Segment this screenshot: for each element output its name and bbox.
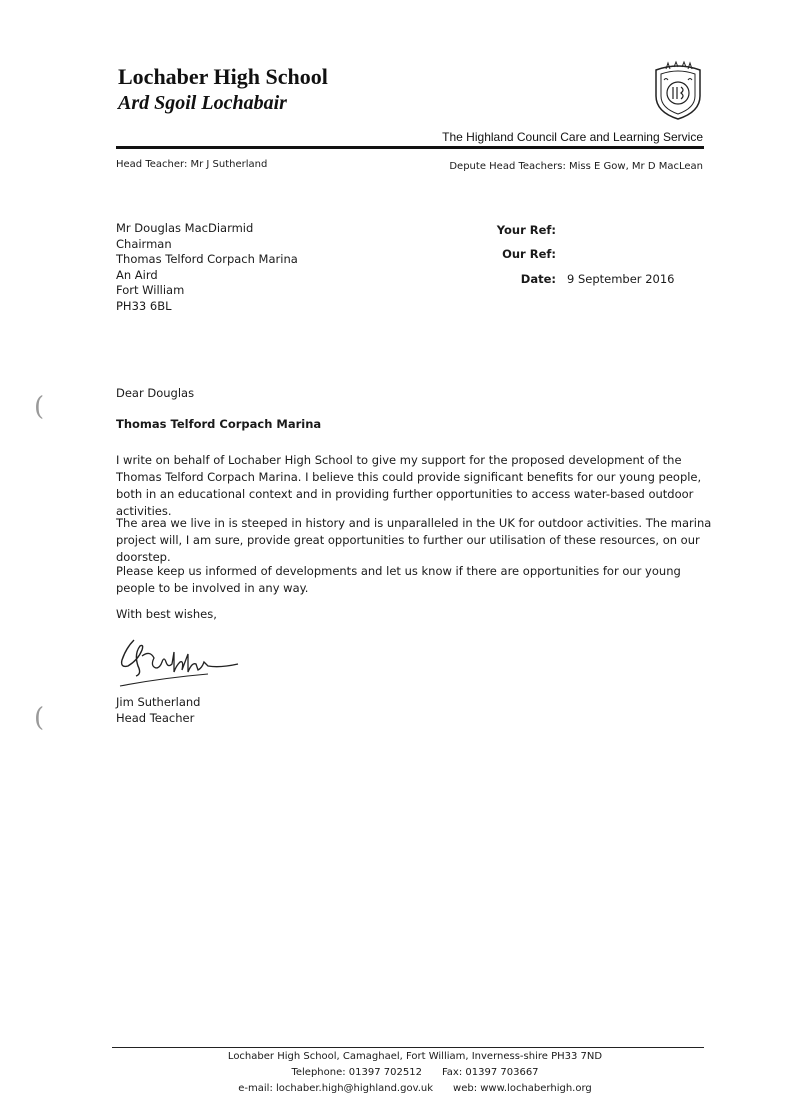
body-paragraph: Please keep us informed of developments and let us know if there are opportunities for our young people to be involved in any way. xyxy=(116,564,681,595)
letterhead-rule xyxy=(116,146,704,149)
address-line: PH33 6BL xyxy=(116,298,172,313)
letter-subject: Thomas Telford Corpach Marina xyxy=(116,417,322,431)
address-line: Mr Douglas MacDiarmid xyxy=(116,221,254,235)
scan-mark: ( xyxy=(34,392,45,422)
footer-address: Lochaber High School, Camaghael, Fort William, Inverness-shire PH33 7ND xyxy=(227,1051,603,1062)
address-line: Chairman xyxy=(116,236,172,251)
address-line: Thomas Telford Corpach Marina xyxy=(116,252,298,267)
footer-web[interactable]: web: www.lochaberhigh.org xyxy=(453,1083,592,1094)
scan-mark: ( xyxy=(34,703,45,733)
footer-contact-line xyxy=(180,1083,650,1094)
school-name: Lochaber High School xyxy=(118,64,328,89)
address-line: An Aird xyxy=(116,267,158,282)
school-crest-icon xyxy=(648,60,708,122)
body-paragraph: The area we live in is steeped in history and is unparalleled in the UK for outdoor activities. The marina project will, I am sure, provide great opportunities to further our utilisation of these resources, on our doorstep. xyxy=(116,516,712,564)
depute-heads-line: Depute Head Teachers: Miss E Gow, Mr D MacLean xyxy=(449,161,703,172)
our-ref-label: Our Ref: xyxy=(502,247,556,261)
salutation: Dear Douglas xyxy=(116,386,195,400)
closing: With best wishes, xyxy=(116,607,217,621)
address-line: Fort William xyxy=(116,283,185,298)
signature-icon xyxy=(112,632,242,690)
body-paragraph: I write on behalf of Lochaber High School to give my support for the proposed development of the Thomas Telford Corpach Marina. I believe this could provide significant benefits for our young people, both in an educational context and in providing further opportunities to access water-based outdoor activities. xyxy=(116,453,702,518)
service-name: The Highland Council Care and Learning Service xyxy=(442,130,703,144)
date-value: 9 September 2016 xyxy=(567,272,675,286)
school-name-gaelic: Ard Sgoil Lochabair xyxy=(118,92,287,114)
date-label: Date: xyxy=(520,272,556,286)
footer-fax: Fax: 01397 703667 xyxy=(441,1067,539,1078)
footer-telephone: Telephone: 01397 702512 xyxy=(291,1067,422,1078)
your-ref-label: Your Ref: xyxy=(496,223,556,237)
signatory-title: Head Teacher xyxy=(116,711,195,725)
footer-phone-line xyxy=(180,1067,650,1078)
footer-rule xyxy=(112,1047,704,1048)
signatory-name: Jim Sutherland xyxy=(116,695,201,709)
head-teacher-line: Head Teacher: Mr J Sutherland xyxy=(116,159,268,170)
recipient-address xyxy=(116,221,298,315)
footer-email[interactable]: e-mail: lochaber.high@highland.gov.uk xyxy=(238,1083,434,1094)
